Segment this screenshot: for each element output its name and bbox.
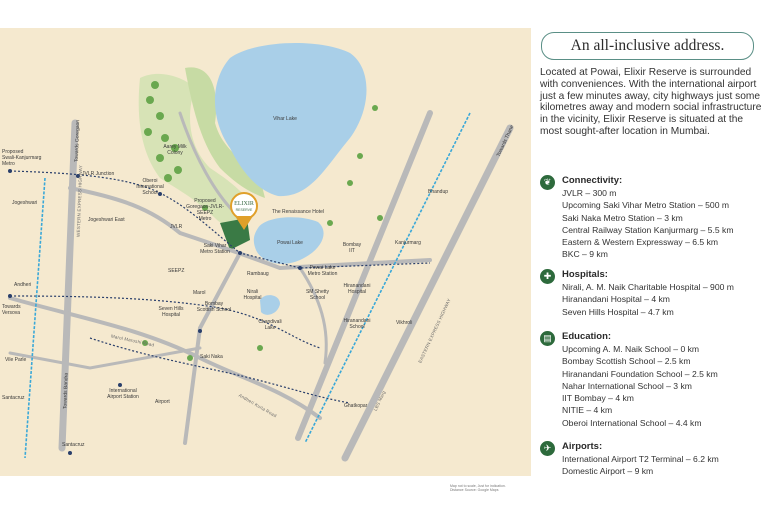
powai-road — [300, 268, 326, 363]
list-item: Domestic Airport – 9 km — [562, 466, 654, 477]
marol-road — [10, 348, 200, 368]
hospital-cross-icon: ✚ — [540, 269, 555, 284]
connectivity-heading: Connectivity: — [562, 175, 623, 186]
list-item: IIT Bombay – 4 km — [562, 393, 634, 404]
label-andheri-kurla-road: Andheri Kurla Road — [237, 392, 278, 419]
map-note: Map not to scale, Just for indication. Distance Source: Google Maps — [450, 484, 506, 492]
list-item: NITIE – 4 km — [562, 405, 613, 416]
book-icon: ▤ — [540, 331, 555, 346]
powai-lake-label: Powai Lake — [277, 240, 303, 246]
list-item: Central Railway Station Kanjurmarg – 5.5 km — [562, 224, 734, 235]
label-bombay-iit: Bombay IIT — [342, 242, 362, 254]
hospitals-heading: Hospitals: — [562, 269, 608, 280]
title-box — [541, 32, 754, 60]
label-seepz: SEEPZ — [168, 268, 185, 274]
connectivity-section — [540, 175, 765, 265]
label-rambaug: Rambaug — [247, 271, 269, 277]
hospitals-list — [562, 281, 734, 318]
label-vikhroli: Vikhroli — [396, 320, 413, 326]
leaf-icon: ❦ — [540, 175, 555, 190]
label-towards-versova: Towards Versova — [2, 304, 21, 316]
label-hiranandani-hospital: Hiranandani Hospital — [343, 283, 371, 295]
list-item: Upcoming Saki Vihar Metro Station – 500 m — [562, 200, 730, 211]
chandivali-lake-label: Chandivali Lake — [258, 319, 282, 331]
label-powai-lake-metro: Powai Lake Metro Station — [307, 265, 338, 277]
airplane-icon: ✈ — [540, 441, 555, 456]
label-proposed-metro: Proposed Swali-Kanjurmarg Metro — [2, 149, 42, 167]
airports-heading: Airports: — [562, 441, 603, 452]
western-railway — [25, 178, 45, 458]
label-jogeshwari: Jogeshwari — [12, 200, 38, 206]
list-item: JVLR – 300 m — [562, 188, 617, 198]
project-sub: RESERVE — [235, 208, 253, 212]
label-lbs-marg: LBS Marg — [372, 389, 387, 412]
label-santacruz: Santacruz — [62, 442, 85, 448]
project-name: ELIXIR — [234, 201, 254, 207]
list-item: Bombay Scottish School – 2.5 km — [562, 356, 691, 367]
airports-list — [562, 453, 719, 478]
education-section — [540, 331, 765, 431]
label-weh: WESTERN EXPRESS HIGHWAY — [75, 164, 84, 237]
list-item: Hiranandani Foundation School – 2.5 km — [562, 368, 718, 379]
label-marol: Marol — [193, 290, 206, 296]
label-ghatkopar: Ghatkopar — [344, 403, 368, 409]
list-item: BKC – 9 km — [562, 249, 608, 260]
label-saki-naka: Saki Naka — [200, 354, 223, 360]
label-hiranandani-school: Hiranandani School — [343, 318, 371, 330]
label-oberoi: Oberoi International School — [136, 178, 164, 196]
label-bhandup: Bhandup — [428, 189, 449, 195]
label-eeh: EASTERN EXPRESS HIGHWAY — [417, 297, 452, 364]
label-proposed-cst: Proposed Goregaon-JVLR-SEEPZ Metro — [186, 198, 224, 222]
label-seven-hills: Seven Hills Hospital — [158, 306, 184, 318]
label-jogeshwari-east: Jogeshwari East — [88, 217, 125, 223]
list-item: International Airport T2 Terminal – 6.2 km — [562, 454, 719, 464]
list-item: Eastern & Western Expressway – 6.5 km — [562, 237, 719, 248]
intro-text: Located at Powai, Elixir Reserve is surrounded with conveniences. With the international airport just a few minutes away, city highways just some kilometres away and modern social infrastructure in the vicinity, Elixir Reserve is situated at the most sought-after location in Mumbai. — [540, 67, 762, 137]
list-item: Oberoi International School – 4.4 km — [562, 417, 702, 428]
list-item: Saki Naka Metro Station – 3 km — [562, 212, 683, 223]
label-vile-parle: Vile Parle — [5, 357, 27, 363]
vihar-lake-label: Vihar Lake — [273, 116, 297, 122]
label-towards-goregaon: Towards Goregaon — [73, 119, 82, 163]
label-jvlr: JVLR — [170, 224, 183, 230]
list-item: Seven Hills Hospital – 4.7 km — [562, 306, 674, 317]
label-intl-airport-station: International Airport Station — [107, 388, 139, 400]
label-marol-road: Marol Maroshi Road — [110, 333, 155, 348]
label-nirali: Nirali Hospital — [243, 289, 262, 301]
label-jvlr-junction: JVLR Junction — [82, 171, 115, 177]
list-item: Nahar International School – 3 km — [562, 380, 692, 391]
label-towards-bandra: Towards Bandra — [62, 372, 70, 410]
label-bombay-scottish: Bombay Scottish School — [196, 301, 232, 313]
education-list — [562, 343, 718, 429]
education-heading: Education: — [562, 331, 612, 342]
list-item: Hiranandani Hospital – 4 km — [562, 294, 670, 305]
list-item: Nirali, A. M. Naik Charitable Hospital – 900 m — [562, 282, 734, 292]
page-title: An all-inclusive address. — [570, 37, 725, 54]
label-andheri: Andheri — [14, 282, 32, 288]
label-towards-thane: Towards Thane — [495, 124, 516, 158]
label-santacruz-w: Santacruz — [2, 395, 25, 401]
airports-section — [540, 441, 765, 481]
connectivity-list — [562, 187, 733, 261]
label-sm-shetty: SM Shetty School — [305, 289, 330, 301]
location-map — [0, 28, 531, 492]
hospitals-section — [540, 269, 765, 324]
list-item: Upcoming A. M. Naik School – 0 km — [562, 344, 700, 354]
label-kanjurmarg: Kanjurmarg — [395, 240, 421, 246]
label-aarey: Aarey Milk Colony — [163, 144, 187, 156]
label-airport: Airport — [155, 399, 170, 405]
label-renaissance: The Renaissance Hotel — [272, 209, 324, 215]
label-saki-vihar: Saki Vihar Metro Station — [200, 243, 230, 255]
